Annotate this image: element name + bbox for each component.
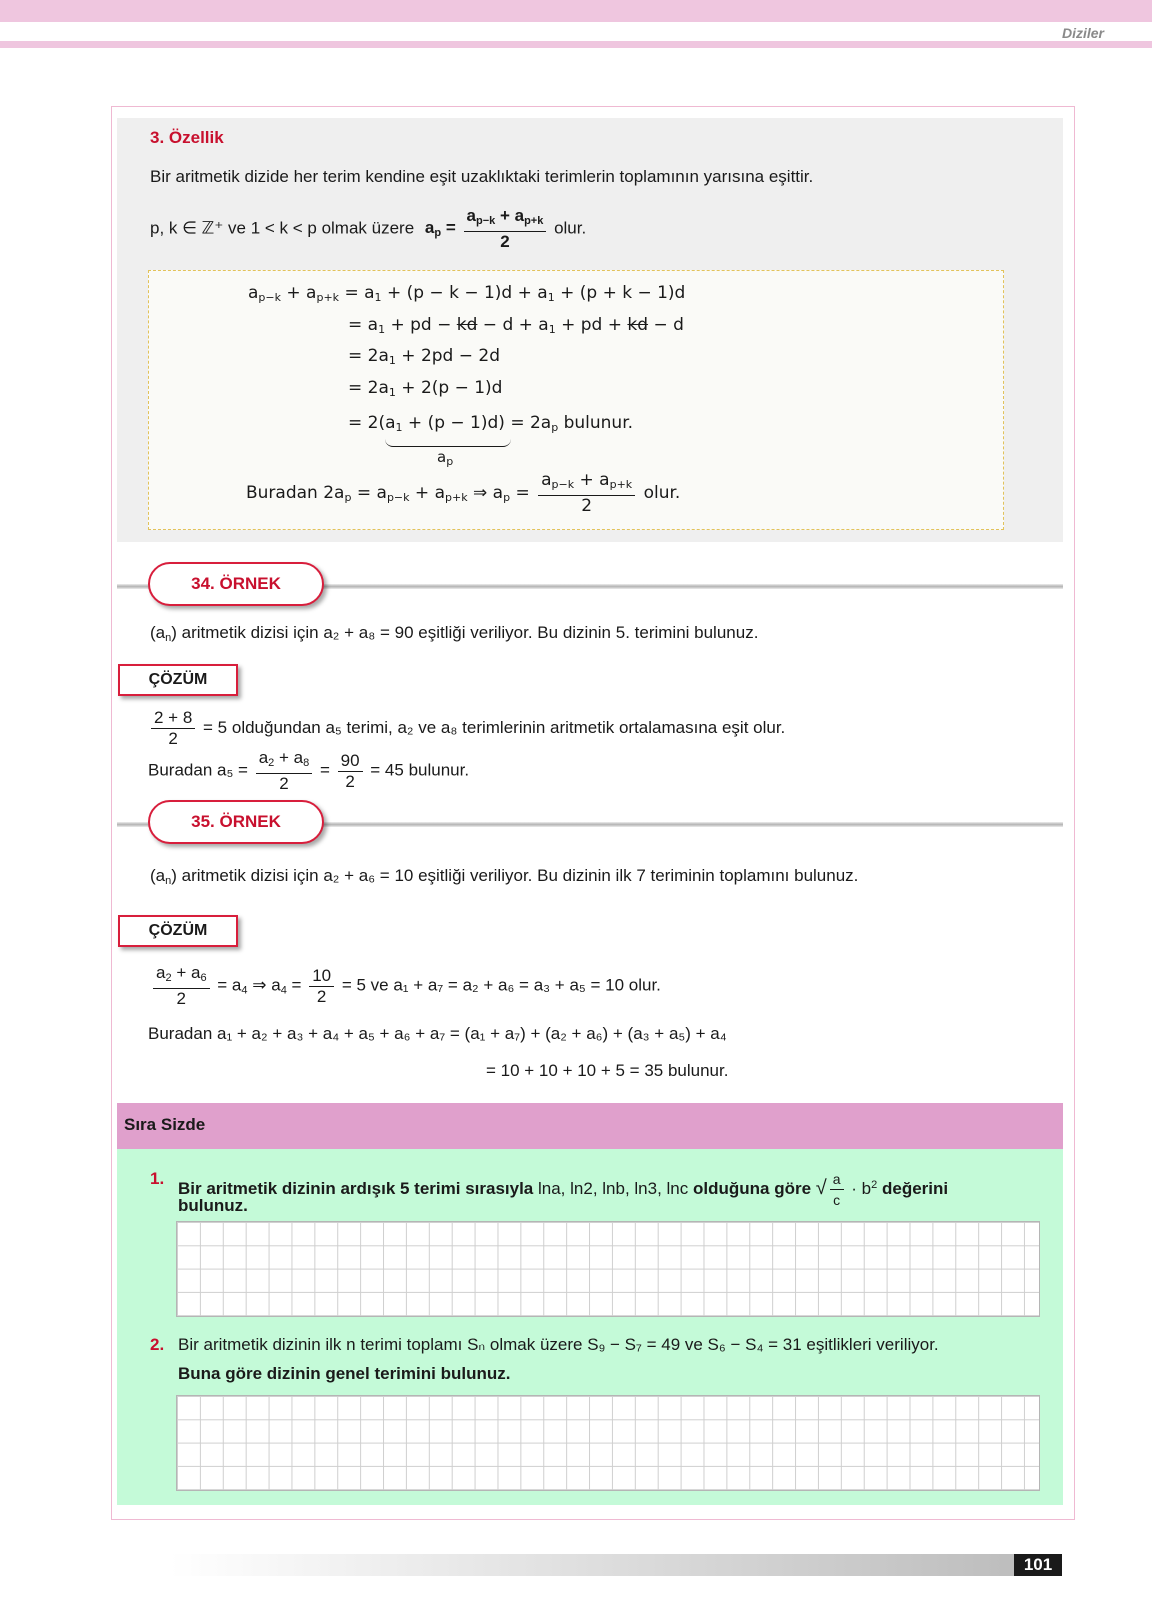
example-35-solution-label: ÇÖZÜM — [118, 915, 238, 947]
sira-sizde-title: Sıra Sizde — [124, 1115, 206, 1134]
page-number: 101 — [1014, 1554, 1062, 1576]
question-2-number: 2. — [150, 1335, 165, 1354]
property-title: 3. Özellik — [150, 128, 224, 147]
underbrace — [385, 436, 511, 447]
proof-line-3: = $2a_1 + 2pd - 2d$ — [348, 346, 500, 367]
header-stripe — [0, 41, 1152, 48]
proof-bulunur: bulunur. — [563, 413, 634, 433]
example-35-tab: 35. ÖRNEK — [148, 800, 324, 844]
example-34-sol-line-2: Buradan a₅ = $\frac{a_2 + a_8}{2}$ = $\frac{90}{2}$ = 45 bulunur. — [148, 748, 470, 793]
question-2-text: Bir aritmetik dizinin ilk n terimi toplamı Sₙ olmak üzere S₉ − S₇ = 49 ve S₆ − S₄ = 31 eşitlikleri veriliyor. — [178, 1335, 939, 1354]
example-35-question: $(a_n)$ aritmetik dizisi için a₂ + a₆ = 10 eşitliği veriliyor. Bu dizinin ilk 7 teriminin toplamını bulunuz. — [150, 866, 859, 887]
property-condition: p, k ∈ ℤ⁺ ve 1 < k < p olmak üzere — [150, 218, 415, 238]
example-34-solution-label: ÇÖZÜM — [118, 664, 238, 696]
formula-denominator: 2 — [500, 232, 510, 251]
question-1-text: Bir aritmetik dizinin ardışık 5 terimi sırasıyla lna, ln2, lnb, ln3, lnc olduğuna göre √ $\frac{a}{c}$ · $b^2$ değerini — [178, 1171, 949, 1208]
property-statement: Bir aritmetik dizide her terim kendine eşit uzaklıktaki terimlerin toplamının yarısına eşittir. — [150, 167, 814, 186]
chapter-title: Diziler — [1061, 25, 1104, 41]
example-35-sol-line-3: = 10 + 10 + 10 + 5 = 35 bulunur. — [486, 1061, 729, 1080]
header-band — [0, 0, 1152, 22]
example-34-question: $(a_n)$ aritmetik dizisi için a₂ + a₈ = 90 eşitliği veriliyor. Bu dizinin 5. terimini bulunuz. — [150, 623, 759, 644]
underbrace-label: $a_p$ — [437, 448, 454, 468]
formula-suffix: olur. — [554, 218, 587, 238]
answer-grid-2[interactable] — [176, 1395, 1040, 1491]
example-35-sol-line-2: Buradan a₁ + a₂ + a₃ + a₄ + a₅ + a₆ + a₇ = (a₁ + a₇) + (a₂ + a₆) + (a₃ + a₅) + a₄ — [148, 1024, 727, 1043]
property-formula: p, k ∈ ℤ⁺ ve 1 < k < p olmak üzere $a_p$ = $\frac{a_{p-k} + a_{p+k}}{2}$ olur. — [150, 206, 587, 251]
example-34-tab: 34. ÖRNEK — [148, 562, 324, 606]
proof-conclusion: Buradan $2a_p = a_{p-k} + a_{p+k}$ ⇒ $a_p$ = $\frac{a_{p-k} + a_{p+k}}{2}$ olur. — [246, 470, 681, 516]
example-34-sol-line-1: $\frac{2 + 8}{2}$ = 5 olduğundan a₅ terimi, a₂ ve a₈ terimlerinin aritmetik ortalamasına eşit olur. — [148, 708, 785, 749]
question-2-line-2: Buna göre dizinin genel terimini bulunuz. — [178, 1364, 511, 1383]
question-1-line-2: bulunuz. — [178, 1196, 248, 1215]
answer-grid-1[interactable] — [176, 1221, 1040, 1317]
example-35-sol-line-1: $\frac{a_2 + a_6}{2}$ = $a_4$ ⇒ $a_4$ = $\frac{10}{2}$ = 5 ve a₁ + a₇ = a₂ + a₆ = a₃ + a₅ = 10 olur. — [150, 963, 661, 1009]
proof-line-5: = $2(a_1 + (p - 1)d) = 2a_p$ bulunur. — [348, 413, 634, 434]
proof-line-1: $a_{p-k} + a_{p+k} = a_1 + (p - k - 1)d + a_1 + (p + k - 1)d$ — [248, 283, 686, 304]
proof-line-4: = $2a_1 + 2(p - 1)d$ — [348, 378, 503, 399]
sira-sizde-header — [117, 1103, 1063, 1149]
question-1-number: 1. — [150, 1169, 165, 1188]
proof-line-2: = $a_1$ + pd − kd − $d + a_1$ + pd + kd − d — [348, 315, 684, 336]
footer-gradient-bar — [170, 1554, 1020, 1576]
